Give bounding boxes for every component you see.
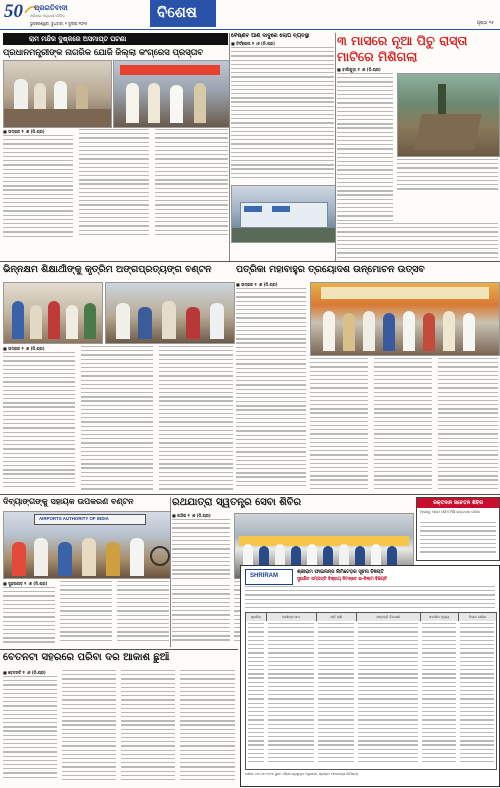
body-col-2 [62, 670, 116, 784]
col-borrower: ଋଣୀଙ୍କ ନାମ [267, 613, 317, 621]
body-col-3 [337, 223, 498, 261]
table-col-4 [358, 623, 418, 767]
divider [229, 33, 230, 261]
photo-memorandum [113, 60, 230, 128]
body-col-3 [117, 581, 169, 647]
table-col-2 [268, 623, 314, 767]
body-col-1 [3, 676, 57, 784]
section-title: ବିଶେଷ [157, 3, 197, 21]
story-right-top [337, 33, 498, 261]
body-col-2 [81, 346, 153, 492]
story-bottom [3, 652, 235, 786]
col-reserve: ସଂରକ୍ଷିତ ମୂଲ୍ୟ [421, 613, 459, 621]
story-left-mid [3, 264, 233, 494]
dateline: ■ ତିର୍ତ୍ତୋଲ ୧ ।୭ (ନି.ପ୍ର) [231, 41, 276, 46]
body-col-1 [3, 352, 75, 492]
page-number: ପୃଷ୍ଠା ୧୫ [476, 21, 494, 26]
body-col-3 [159, 346, 233, 492]
story-middle-top [231, 33, 334, 243]
photo-release-ceremony [310, 282, 500, 356]
notice-table [245, 612, 497, 770]
col-date: ନିଲାମ ତାରିଖ [468, 615, 486, 619]
body-col-1 [231, 47, 334, 182]
headline: ପ୍ରଧାନମନ୍ତ୍ରୀଙ୍କ ନାଗରିକ ଯୋଜି ଜିଲ୍ଲା କଂଗ୍ରେସ ପ୍ରସ୍ତାବ [3, 47, 203, 57]
dateline: ■ କନ୍ଦିର ୧ ।୭ (ନି.ପ୍ର) [172, 513, 211, 518]
headline: ୩ ମାସରେ ନୂଆ ପିଚୁ ରାସ୍ତା ମାଟିରେ ମିଶିଗଲା [337, 33, 468, 64]
dateline: ■ ଭଦ୍ରକ ୧ ।୭ (ନି.ପ୍ର) [3, 346, 45, 351]
body-col-2 [60, 581, 112, 647]
brand-tagline: ଓଡ଼ିଶାର ଅଗ୍ରଣୀ ଦୈନିକ [30, 14, 65, 18]
body-col-4 [438, 358, 498, 492]
table-col-3 [318, 623, 354, 767]
body-col-1 [172, 519, 230, 583]
body-col-1 [3, 587, 55, 647]
divider [170, 497, 171, 647]
col-serial: କ୍ରମିକ [246, 613, 267, 621]
headline: ବେତନଟା ସହରରେ ପରିବା ଦର ଆକାଶ ଛୁଆଁ [3, 652, 170, 663]
notice-headline: ଶ୍ରୀରାମ ଫାଇନାନ୍ସ ଲିମିଟେଡ଼ର ସୂଚନା ବିଜ୍ଞପ୍ତି [297, 570, 384, 575]
body-col-2 [397, 159, 498, 194]
notice-footer: ତାରିଖ: ୦୧.୦୭.୨୦୨୫ ସ୍ଥାନ: ଓଡ଼ିଶା ପ୍ରାଧିକୃତ ଅଧିକାରୀ, ଶ୍ରୀରାମ ଫାଇନାନ୍ସ ଲିମିଟେଡ଼ [245, 772, 359, 776]
body-col-3 [121, 670, 175, 784]
body-col-2 [79, 129, 149, 240]
story-left-lower [3, 497, 169, 647]
masthead [0, 0, 500, 32]
airport-banner [34, 514, 146, 525]
headline: ଭିନ୍ନକ୍ଷମ ଶିକ୍ଷାର୍ଥୀଙ୍କୁ କୃତ୍ରିମ ଅଙ୍ଗପ୍ରତ୍ୟଙ୍ଗ ବଣ୍ଟନ [3, 264, 212, 275]
headline: ବୈଷ୍ଣବ ପାଣି ଦାଦୁରେ ଲୋପ ବ୍ୟବସ୍ଥା [231, 33, 310, 39]
divider [0, 494, 500, 495]
brand-name: ପ୍ରଗତିବାଦୀ [34, 4, 68, 12]
date-line: ଭୁବନେଶ୍ୱର, ବୁଧବାର, ୨ ଜୁଲାଇ ୨୦୨୫ [30, 21, 88, 26]
story-right-mid [236, 264, 498, 494]
ad-box [416, 497, 500, 561]
masthead-rule [0, 29, 500, 30]
dateline: ■ ଭଦ୍ରକ ୧ ।୭ (ନି.ପ୍ର) [236, 282, 278, 287]
shriram-notice [240, 565, 500, 787]
section-banner [150, 0, 216, 27]
headline: ରଥଯାତ୍ରା ସ୍ୱତନ୍ତ୍ର ସେବା ଶିବିର [172, 497, 302, 508]
col-demand: ଦାବି ରାଶି [317, 613, 357, 621]
dateline: ■ ସୁନ୍ଦରଗଡ଼ ୧ ।୭ (ନି.ପ୍ର) [3, 581, 48, 586]
headline: ଦିବ୍ୟାଙ୍ଗଙ୍କୁ ସହାୟକ ଉପକରଣ ବଣ୍ଟନ [3, 497, 134, 506]
photo-building [231, 185, 336, 243]
kicker-text: ରାମ ମନ୍ଦିର ଦୁଷ୍କରେ ଅସମାପ୍ତ ଘଟଣା [29, 35, 127, 43]
photo-aids-distribution [3, 511, 171, 579]
airport-banner-text: AIRPORTS AUTHORITY OF INDIA [39, 516, 109, 521]
table-header-row [246, 613, 496, 621]
anniversary-number: 50 [4, 1, 23, 22]
dateline: ■ ଭଦ୍ରକ ୧ ।୭ (ନି.ପ୍ର) [3, 129, 45, 134]
notice-subhead: ସୁରକ୍ଷିତ ସମ୍ପତ୍ତି ବିକ୍ରୟ ନିମନ୍ତେ ଇ-ନିଲାମ ବିଜ୍ଞପ୍ତି [297, 577, 387, 582]
ad-line: ଆସନ୍ତୁ ଆମେ ସଭିଏଁ ମିଶି ରକ୍ତଦାନ କରିବା [420, 510, 480, 514]
photo-students-1 [3, 282, 103, 344]
body-col-1 [236, 288, 306, 492]
divider [0, 649, 238, 650]
kicker-banner [3, 33, 228, 45]
notice-intro [245, 586, 495, 610]
table-col-5 [422, 623, 456, 767]
body-col-1 [337, 73, 393, 223]
dateline: ■ ବେତନଟି ୧ ।୭ (ନି.ପ୍ର) [3, 670, 46, 675]
story-left-top [3, 33, 228, 240]
headline: ପତ୍ରିକା ମହାବାହୁର ତ୍ରୟୋଦଶ ଉନ୍ମୋଚନ ଉତ୍ସବ [236, 264, 425, 275]
table-col-6 [460, 623, 494, 767]
body-col-3 [155, 129, 228, 240]
photo-students-2 [105, 282, 235, 344]
photo-protest [3, 60, 112, 128]
body-col-2 [172, 585, 230, 643]
dateline: ■ ବାଲିଗୁଡ଼ା ୧ ।୭ (ନି.ପ୍ର) [337, 67, 381, 72]
col-property: ସମ୍ପତ୍ତି ବିବରଣୀ [357, 613, 421, 621]
body-col-4 [180, 670, 235, 784]
body-col-2 [310, 358, 368, 492]
shriram-logo-text: SHRIRAM [250, 573, 278, 579]
divider [335, 33, 336, 261]
table-col-1 [248, 623, 264, 767]
body-col-3 [374, 358, 432, 492]
ad-title: ରକ୍ତଦାନ ସଚେତନ ଶିବିର [417, 498, 499, 508]
body-col-1 [3, 135, 73, 240]
ad-body [420, 522, 496, 558]
divider [0, 261, 500, 262]
shriram-logo [245, 569, 293, 585]
photo-damaged-road [397, 73, 500, 157]
